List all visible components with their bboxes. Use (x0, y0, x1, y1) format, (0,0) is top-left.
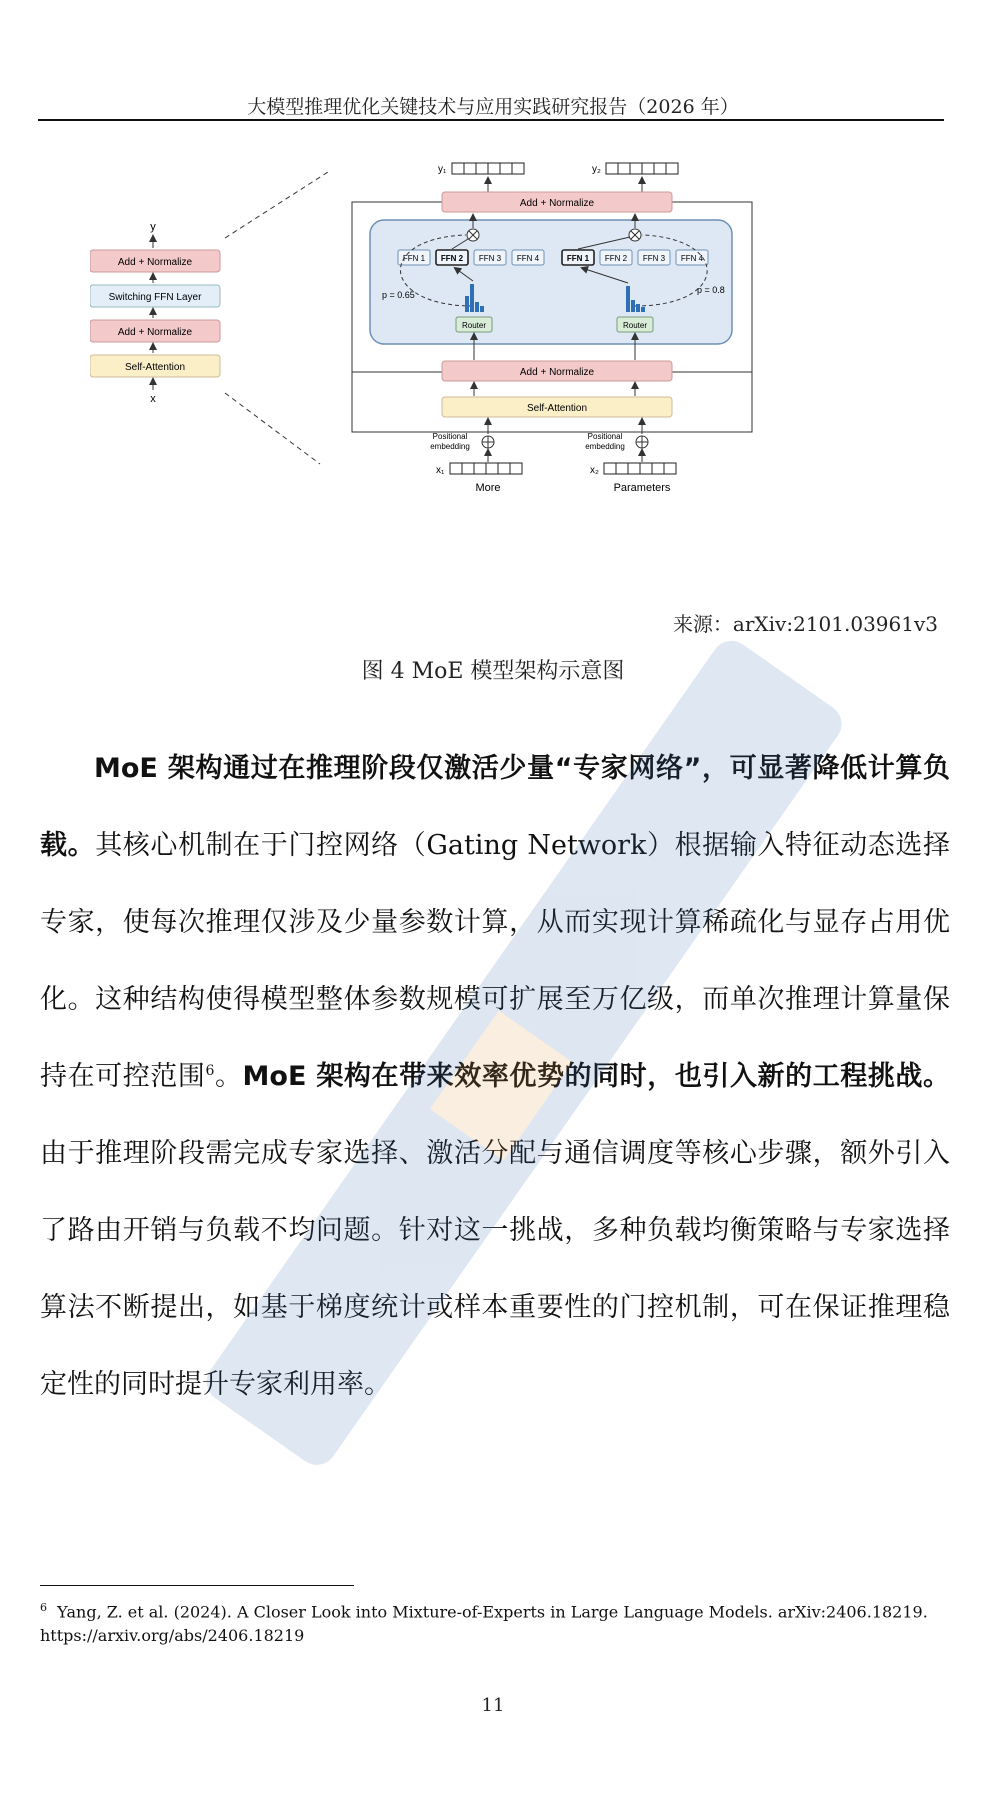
header-rule (38, 119, 944, 121)
p-right-label: p = 0.8 (697, 285, 725, 295)
y1-token-vector (452, 163, 524, 174)
svg-text:FFN 3: FFN 3 (642, 254, 666, 263)
left-transformer-block (90, 172, 328, 464)
input-word-more: More (475, 482, 501, 494)
body-text-3: 由于推理阶段需完成专家选择、激活分配与通信调度等核心步骤，额外引入了路由开销与负载不均问题。针对这一挑战，多种负载均衡策略与专家选择算法不断提出，如基于梯度统计或样本重要性的门控机制，可在保证推理稳定性的同时提升专家利用率。 (40, 1138, 950, 1400)
footnote-rule (40, 1585, 354, 1586)
svg-text:embedding: embedding (430, 442, 470, 451)
svg-text:FFN 1: FFN 1 (566, 254, 590, 263)
svg-text:Self-Attention: Self-Attention (526, 403, 588, 414)
footnote-number: 6 (40, 1601, 47, 1614)
y2-token-vector (606, 163, 678, 174)
svg-text:Router: Router (461, 321, 487, 330)
svg-text:FFN 4: FFN 4 (516, 254, 540, 263)
input-word-parameters: Parameters (613, 482, 671, 494)
svg-text:y₂: y₂ (592, 164, 601, 175)
svg-text:Switching FFN Layer: Switching FFN Layer (108, 292, 202, 303)
bold-sentence-1: MoE 架构通过在推理阶段仅激活少量“专家网络”，可显著降低计算负载。 (40, 753, 950, 861)
svg-text:y₁: y₁ (438, 164, 447, 175)
svg-text:x₂: x₂ (590, 465, 599, 476)
svg-text:Router: Router (622, 321, 648, 330)
svg-text:FFN 4: FFN 4 (680, 254, 704, 263)
x2-token-vector (604, 463, 676, 474)
svg-text:x₁: x₁ (436, 465, 445, 476)
body-text-1: 其核心机制在于门控网络（Gating Network）根据输入特征动态选择专家，使每次推理仅涉及少量参数计算，从而实现计算稀疏化与显存占用优化。这种结构使得模型整体参数规模可扩展至万亿级，而单次推理计算量保持在可控范围 (40, 830, 951, 1092)
x1-token-vector (450, 463, 522, 474)
svg-text:FFN 2: FFN 2 (440, 254, 464, 263)
running-header: 大模型推理优化关键技术与应用实践研究报告（2026 年） (247, 96, 739, 118)
body-paragraph (40, 730, 950, 1423)
svg-text:Positional: Positional (432, 432, 468, 441)
figure-source: 来源：arXiv:2101.03961v3 (672, 612, 938, 636)
svg-text:Add + Normalize: Add + Normalize (117, 257, 193, 268)
svg-text:FFN 3: FFN 3 (478, 254, 502, 263)
svg-text:Add + Normalize: Add + Normalize (519, 198, 595, 209)
svg-text:Add + Normalize: Add + Normalize (519, 367, 595, 378)
footnote-url[interactable]: https://arxiv.org/abs/2406.18219 (40, 1626, 305, 1646)
svg-text:Positional: Positional (587, 432, 623, 441)
p-left-label: p = 0.65 (382, 290, 415, 300)
page-number: 11 (481, 1695, 505, 1716)
svg-text:embedding: embedding (585, 442, 625, 451)
svg-text:Self-Attention: Self-Attention (124, 362, 186, 373)
svg-text:FFN 1: FFN 1 (402, 254, 426, 263)
moe-layer-region (370, 220, 732, 344)
svg-text:FFN 2: FFN 2 (604, 254, 628, 263)
left-x-label: x (150, 393, 156, 405)
footnote-reference[interactable]: 6 (205, 1063, 215, 1079)
footnote (40, 1596, 950, 1648)
bold-sentence-2: MoE 架构在带来效率优势的同时，也引入新的工程挑战。 (242, 1061, 951, 1092)
svg-text:Add + Normalize: Add + Normalize (117, 327, 193, 338)
left-y-label: y (150, 221, 156, 233)
figure-caption: 图 4 MoE 模型架构示意图 (361, 659, 625, 684)
body-text-2: 。 (214, 1061, 243, 1092)
right-moe-block (352, 163, 752, 494)
footnote-text: Yang, Z. et al. (2024). A Closer Look into Mixture-of-Experts in Large Language Models. arXiv:2406.18219. (57, 1602, 928, 1622)
moe-architecture-figure (90, 158, 910, 578)
